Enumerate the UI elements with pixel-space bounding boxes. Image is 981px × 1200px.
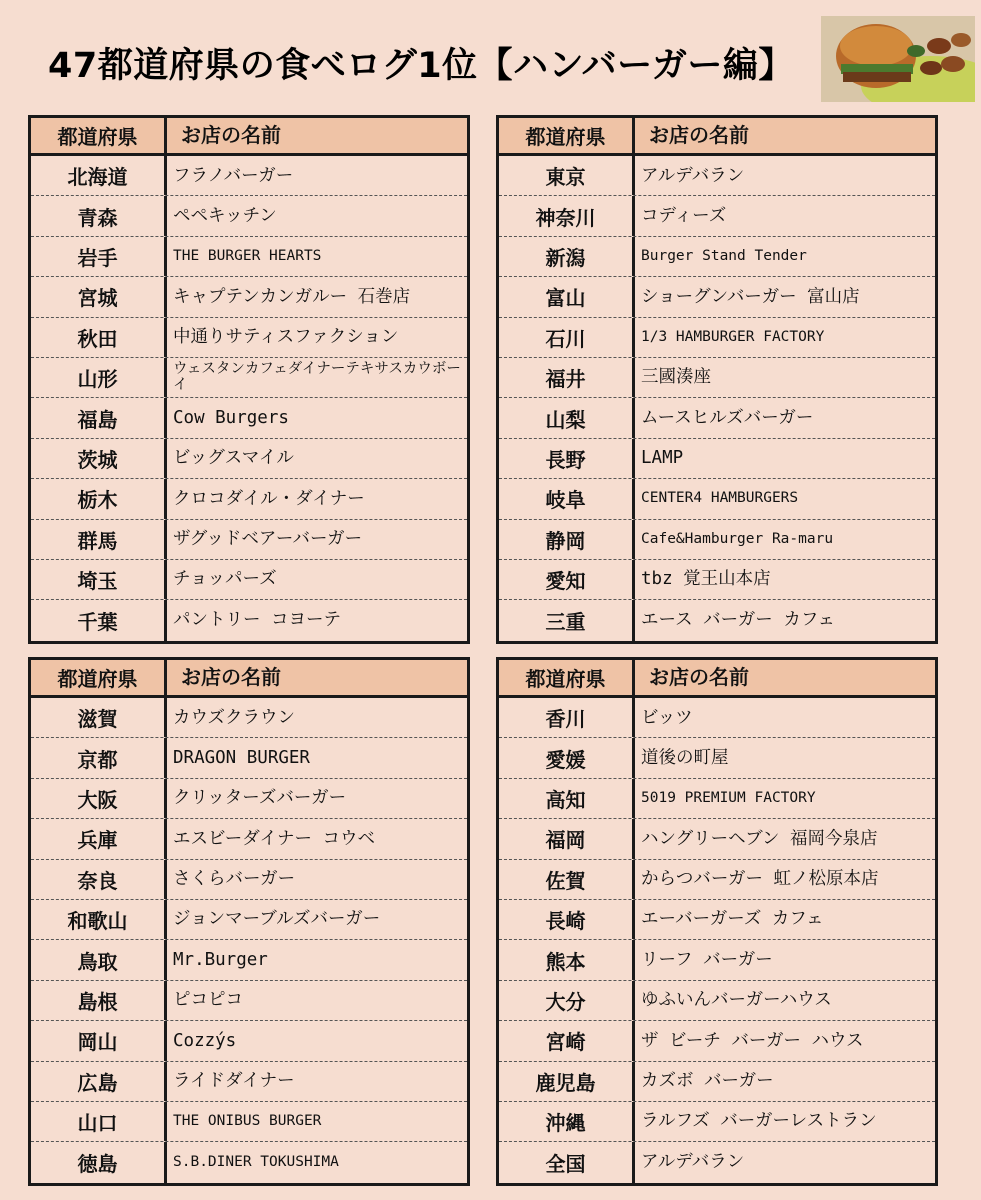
shop-name-cell: DRAGON BURGER <box>173 747 310 768</box>
table-row <box>499 600 935 640</box>
prefecture-cell: 茨城 <box>31 439 167 478</box>
shop-name-cell: カズボ バーガー <box>641 1071 774 1092</box>
prefecture-cell: 栃木 <box>31 479 167 518</box>
table-header <box>499 660 935 698</box>
prefecture-cell: 岐阜 <box>499 479 635 518</box>
ranking-table-2 <box>496 115 938 644</box>
prefecture-cell: 広島 <box>31 1062 167 1101</box>
shop-name-cell: ジョンマーブルズバーガー <box>173 909 381 930</box>
table-row <box>499 860 935 900</box>
prefecture-cell: 佐賀 <box>499 860 635 899</box>
table-row <box>499 439 935 479</box>
shop-name-cell: ビッツ <box>641 707 693 728</box>
shop-name-cell: ショーグンバーガー 富山店 <box>641 286 860 307</box>
table-row <box>499 698 935 738</box>
table-row <box>31 520 467 560</box>
shop-name-cell: パントリー コヨーテ <box>173 610 342 631</box>
prefecture-cell: 岩手 <box>31 237 167 276</box>
prefecture-cell: 京都 <box>31 738 167 777</box>
table-row <box>31 1102 467 1142</box>
prefecture-cell: 愛媛 <box>499 738 635 777</box>
shop-name-cell: クロコダイル・ダイナー <box>173 488 365 509</box>
shop-name-cell: ムースヒルズバーガー <box>641 407 814 428</box>
table-row <box>31 358 467 398</box>
shop-name-cell: コディーズ <box>641 205 727 226</box>
shop-name-cell: Cow Burgers <box>173 407 289 428</box>
prefecture-cell: 和歌山 <box>31 900 167 939</box>
table-row <box>31 738 467 778</box>
table-row <box>31 196 467 236</box>
prefecture-cell: 大阪 <box>31 779 167 818</box>
shop-name-cell: Mr.Burger <box>173 949 268 970</box>
shop-name-cell: ピコピコ <box>173 990 243 1011</box>
table-row <box>499 479 935 519</box>
table-row <box>31 277 467 317</box>
table-row <box>31 698 467 738</box>
prefecture-cell: 沖縄 <box>499 1102 635 1141</box>
ranking-table-1 <box>28 115 470 644</box>
shop-name-cell: からつバーガー 虹ノ松原本店 <box>641 869 879 890</box>
table-row <box>499 237 935 277</box>
shop-name-cell: ザ ビーチ バーガー ハウス <box>641 1030 864 1051</box>
prefecture-cell: 三重 <box>499 600 635 640</box>
table-row <box>31 819 467 859</box>
table-row <box>499 398 935 438</box>
shop-name-cell: さくらバーガー <box>173 869 296 890</box>
shop-name-cell: チョッパーズ <box>173 569 277 590</box>
table-row <box>499 981 935 1021</box>
shop-name-cell: アルデバラン <box>641 1152 745 1173</box>
prefecture-cell: 山形 <box>31 358 167 397</box>
table-row <box>499 277 935 317</box>
header-shop-name: お店の名前 <box>649 665 749 689</box>
shop-name-cell: ウェスタンカフェダイナーテキサスカウボーイ <box>173 361 461 393</box>
table-row <box>31 940 467 980</box>
burger-photo <box>821 16 975 102</box>
table-header <box>31 660 467 698</box>
prefecture-cell: 滋賀 <box>31 698 167 737</box>
table-row <box>31 237 467 277</box>
prefecture-cell: 青森 <box>31 196 167 235</box>
shop-name-cell: 中通りサティスファクション <box>173 327 399 348</box>
table-row <box>31 779 467 819</box>
header-shop-name: お店の名前 <box>649 123 749 147</box>
ranking-table-4 <box>496 657 938 1186</box>
shop-name-cell: Cozzýs <box>173 1030 237 1051</box>
shop-name-cell: ゆふいんバーガーハウス <box>641 990 832 1011</box>
prefecture-cell: 高知 <box>499 779 635 818</box>
table-row <box>31 981 467 1021</box>
prefecture-cell: 島根 <box>31 981 167 1020</box>
shop-name-cell: エーバーガーズ カフェ <box>641 909 824 930</box>
prefecture-cell: 香川 <box>499 698 635 737</box>
shop-name-cell: THE ONIBUS BURGER <box>173 1112 322 1129</box>
prefecture-cell: 長野 <box>499 439 635 478</box>
prefecture-cell: 埼玉 <box>31 560 167 599</box>
header-shop-name: お店の名前 <box>181 123 281 147</box>
prefecture-cell: 神奈川 <box>499 196 635 235</box>
table-row <box>499 900 935 940</box>
table-row <box>31 1021 467 1061</box>
shop-name-cell: エース バーガー カフェ <box>641 610 835 631</box>
prefecture-cell: 宮城 <box>31 277 167 316</box>
table-row <box>31 156 467 196</box>
ranking-table-3 <box>28 657 470 1186</box>
page-title: 47都道府県の食べログ1位【ハンバーガー編】 <box>48 46 794 86</box>
table-row <box>499 156 935 196</box>
shop-name-cell: エスビーダイナー コウベ <box>173 828 375 849</box>
prefecture-cell: 鳥取 <box>31 940 167 979</box>
table-row <box>499 1021 935 1061</box>
shop-name-cell: アルデバラン <box>641 165 745 186</box>
prefecture-cell: 北海道 <box>31 156 167 195</box>
prefecture-cell: 兵庫 <box>31 819 167 858</box>
shop-name-cell: 道後の町屋 <box>641 747 729 768</box>
table-row <box>31 398 467 438</box>
table-row <box>499 940 935 980</box>
table-row <box>31 1062 467 1102</box>
table-row <box>499 1142 935 1182</box>
prefecture-cell: 岡山 <box>31 1021 167 1060</box>
shop-name-cell: クリッターズバーガー <box>173 788 347 809</box>
table-row <box>31 439 467 479</box>
shop-name-cell: 三國湊座 <box>641 367 711 388</box>
shop-name-cell: Cafe&Hamburger Ra-maru <box>641 530 834 547</box>
shop-name-cell: ラルフズ バーガーレストラン <box>641 1111 877 1132</box>
shop-name-cell: LAMP <box>641 448 684 469</box>
prefecture-cell: 群馬 <box>31 520 167 559</box>
header-prefecture: 都道府県 <box>499 660 635 695</box>
prefecture-cell: 静岡 <box>499 520 635 559</box>
header-prefecture: 都道府県 <box>31 118 167 153</box>
header-shop-name: お店の名前 <box>181 665 281 689</box>
prefecture-cell: 宮崎 <box>499 1021 635 1060</box>
shop-name-cell: S.B.DINER TOKUSHIMA <box>173 1153 339 1170</box>
prefecture-cell: 富山 <box>499 277 635 316</box>
shop-name-cell: ライドダイナー <box>173 1071 295 1092</box>
table-header <box>31 118 467 156</box>
shop-name-cell: ハングリーヘブン 福岡今泉店 <box>641 828 878 849</box>
prefecture-cell: 福岡 <box>499 819 635 858</box>
shop-name-cell: 1/3 HAMBURGER FACTORY <box>641 328 825 345</box>
shop-name-cell: ペペキッチン <box>173 205 277 226</box>
prefecture-cell: 石川 <box>499 318 635 357</box>
shop-name-cell: キャプテンカンガルー 石巻店 <box>173 286 411 307</box>
table-row <box>499 520 935 560</box>
prefecture-cell: 山口 <box>31 1102 167 1141</box>
prefecture-cell: 熊本 <box>499 940 635 979</box>
prefecture-cell: 福島 <box>31 398 167 437</box>
table-row <box>31 560 467 600</box>
shop-name-cell: ザグッドベアーバーガー <box>173 529 363 550</box>
table-row <box>31 600 467 640</box>
prefecture-cell: 愛知 <box>499 560 635 599</box>
shop-name-cell: Burger Stand Tender <box>641 247 807 264</box>
table-row <box>499 318 935 358</box>
table-row <box>31 318 467 358</box>
prefecture-cell: 東京 <box>499 156 635 195</box>
shop-name-cell: 5019 PREMIUM FACTORY <box>641 789 816 806</box>
prefecture-cell: 徳島 <box>31 1142 167 1182</box>
header-prefecture: 都道府県 <box>499 118 635 153</box>
prefecture-cell: 大分 <box>499 981 635 1020</box>
prefecture-cell: 長崎 <box>499 900 635 939</box>
shop-name-cell: リーフ バーガー <box>641 949 773 970</box>
table-row <box>499 738 935 778</box>
prefecture-cell: 福井 <box>499 358 635 397</box>
prefecture-cell: 山梨 <box>499 398 635 437</box>
shop-name-cell: tbz 覚王山本店 <box>641 569 771 590</box>
table-row <box>499 1062 935 1102</box>
table-row <box>31 1142 467 1182</box>
table-row <box>31 860 467 900</box>
table-row <box>499 779 935 819</box>
shop-name-cell: CENTER4 HAMBURGERS <box>641 490 799 507</box>
table-header <box>499 118 935 156</box>
header-prefecture: 都道府県 <box>31 660 167 695</box>
prefecture-cell: 千葉 <box>31 600 167 640</box>
shop-name-cell: カウズクラウン <box>173 707 295 728</box>
prefecture-cell: 全国 <box>499 1142 635 1182</box>
table-row <box>499 560 935 600</box>
shop-name-cell: THE BURGER HEARTS <box>173 247 322 264</box>
table-row <box>31 900 467 940</box>
shop-name-cell: ビッグスマイル <box>173 448 294 469</box>
shop-name-cell: フラノバーガー <box>173 165 294 186</box>
table-row <box>499 1102 935 1142</box>
table-row <box>499 819 935 859</box>
prefecture-cell: 奈良 <box>31 860 167 899</box>
table-row <box>499 358 935 398</box>
table-row <box>499 196 935 236</box>
table-row <box>31 479 467 519</box>
prefecture-cell: 鹿児島 <box>499 1062 635 1101</box>
prefecture-cell: 秋田 <box>31 318 167 357</box>
prefecture-cell: 新潟 <box>499 237 635 276</box>
